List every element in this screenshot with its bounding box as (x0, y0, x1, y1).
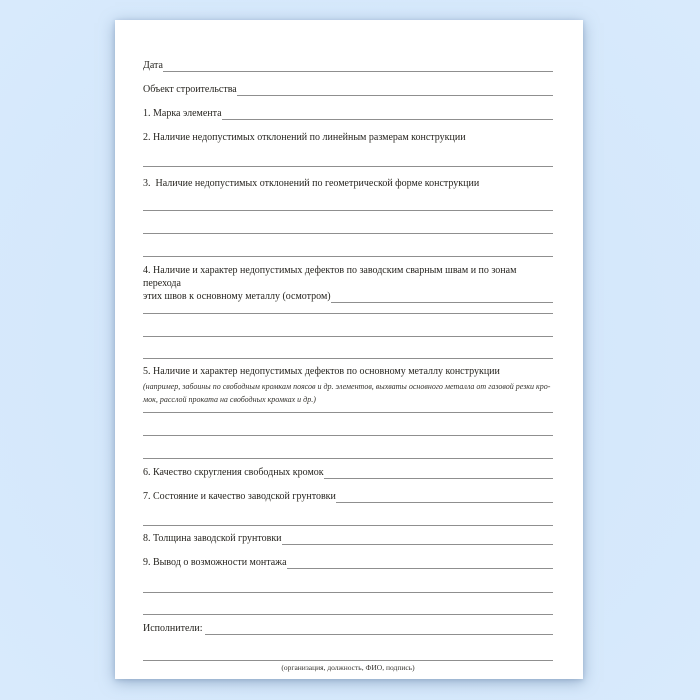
item6-blank-line (324, 467, 553, 479)
construction-object-field-row (143, 84, 553, 96)
construction-object-label: Объект строительства (143, 84, 237, 95)
executors-row (143, 623, 553, 635)
signature-caption: (организация, должность, ФИО, подпись) (281, 663, 415, 672)
blank-line (143, 525, 553, 526)
item6-edge-rounding-row (143, 467, 553, 479)
item2-linear-deviations-label: 2. Наличие недопустимых отклонений по линейным размерам конструкции (143, 132, 466, 143)
item8-label: 8. Толщина заводской грунтовки (143, 533, 282, 544)
blank-line (143, 210, 553, 211)
item5-note-line2: мок, расслой проката на свободных кромках и др.) (143, 395, 316, 404)
item9-label: 9. Вывод о возможности монтажа (143, 557, 287, 568)
item5-example-note (143, 380, 553, 406)
item8-blank-line (282, 533, 553, 545)
blank-line (143, 166, 553, 167)
item7-label: 7. Состояние и качество заводской грунтовки (143, 491, 336, 502)
blank-line (143, 412, 553, 413)
blank-line (143, 336, 553, 337)
item1-element-mark-row (143, 108, 553, 120)
form-document-page (115, 20, 583, 679)
item7-primer-condition-row (143, 491, 553, 503)
item1-blank-line (222, 108, 553, 120)
blank-line (143, 313, 553, 314)
blank-line (143, 358, 553, 359)
blank-line (143, 458, 553, 459)
item9-blank-line (287, 557, 553, 569)
item4-weld-defects-paragraph (143, 264, 553, 303)
item9-mounting-conclusion-row (143, 557, 553, 569)
blank-line (143, 614, 553, 615)
date-label: Дата (143, 60, 163, 71)
blank-line (143, 592, 553, 593)
item4-line1: 4. Наличие и характер недопустимых дефектов по заводским сварным швам и по зонам перехода (143, 265, 517, 289)
blank-line (143, 256, 553, 257)
item4-line2: этих швов к основному металлу (осмотром) (143, 291, 331, 302)
blank-line (143, 435, 553, 436)
item1-label: 1. Марка элемента (143, 108, 222, 119)
executors-label: Исполнители: (143, 623, 206, 634)
item5-note-line1: (например, забоины по свободным кромкам поясов и др. элементов, выхваты основного металла от газовой резки кро- (143, 382, 551, 391)
executors-blank-line (205, 623, 553, 635)
date-blank-line (163, 60, 553, 72)
item4-blank-line (331, 291, 553, 303)
item5-base-metal-defects-label: 5. Наличие и характер недопустимых дефектов по основному металлу конструкции (143, 366, 500, 377)
item6-label: 6. Качество скругления свободных кромок (143, 467, 324, 478)
item8-primer-thickness-row (143, 533, 553, 545)
item3-geometric-deviations-label: 3. Наличие недопустимых отклонений по геометрической форме конструкции (143, 178, 480, 189)
item7-blank-line (336, 491, 553, 503)
construction-object-blank-line (237, 84, 553, 96)
date-field-row (143, 60, 553, 72)
blank-line (143, 233, 553, 234)
signature-line (143, 660, 553, 661)
